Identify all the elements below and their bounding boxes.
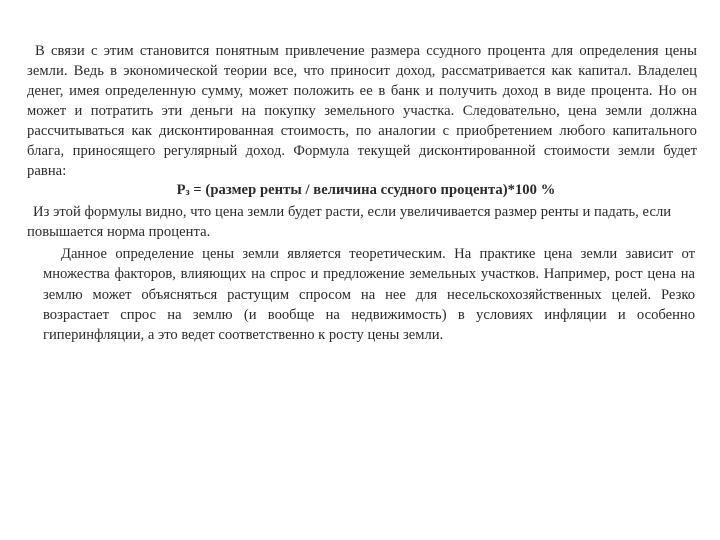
formula-land-price: [27, 181, 697, 202]
formula-expression: = (размер ренты / величина ссудного процента)*100 %: [189, 182, 556, 198]
text-block-secondary: [43, 244, 695, 345]
formula-symbol: P: [176, 182, 186, 198]
paragraph-land-price-intro: В связи с этим становится понятным привлечение размера ссудного процента для определения цены земли. Ведь в экономической теории все, что приносит доход, рассматривается как капитал. Владелец денег, имея определенную сумму, может положить ее в банк и получить доход в виде процента. Но он может и потратить эти деньги на покупку земельного участка. Следовательно, цена земли должна рассчитываться как дисконтированная стоимость, по аналогии с приобретением любого капитального блага, приносящего регулярный доход. Формула текущей дисконтированной стоимости земли будет равна:: [27, 43, 697, 179]
paragraph-formula-explanation: Из этой формулы видно, что цена земли будет расти, если увеличивается размер ренты и падать, если повышается норма процента.: [27, 204, 672, 240]
text-block-main: [27, 41, 697, 242]
paragraph-practical-factors: Данное определение цены земли является теоретическим. На практике цена земли зависит от множества факторов, влияющих на спрос и предложение земельных участков. Например, рост цена на землю может объясняться растущим спросом на нее для несельскохозяйственных целей. Резко возрастает спрос на землю (и вообще на недвижимость) в условиях инфляции и особенно гиперинфляции, а это ведет соответственно к росту цены земли.: [43, 246, 695, 344]
formula-subscript: з: [185, 187, 190, 198]
